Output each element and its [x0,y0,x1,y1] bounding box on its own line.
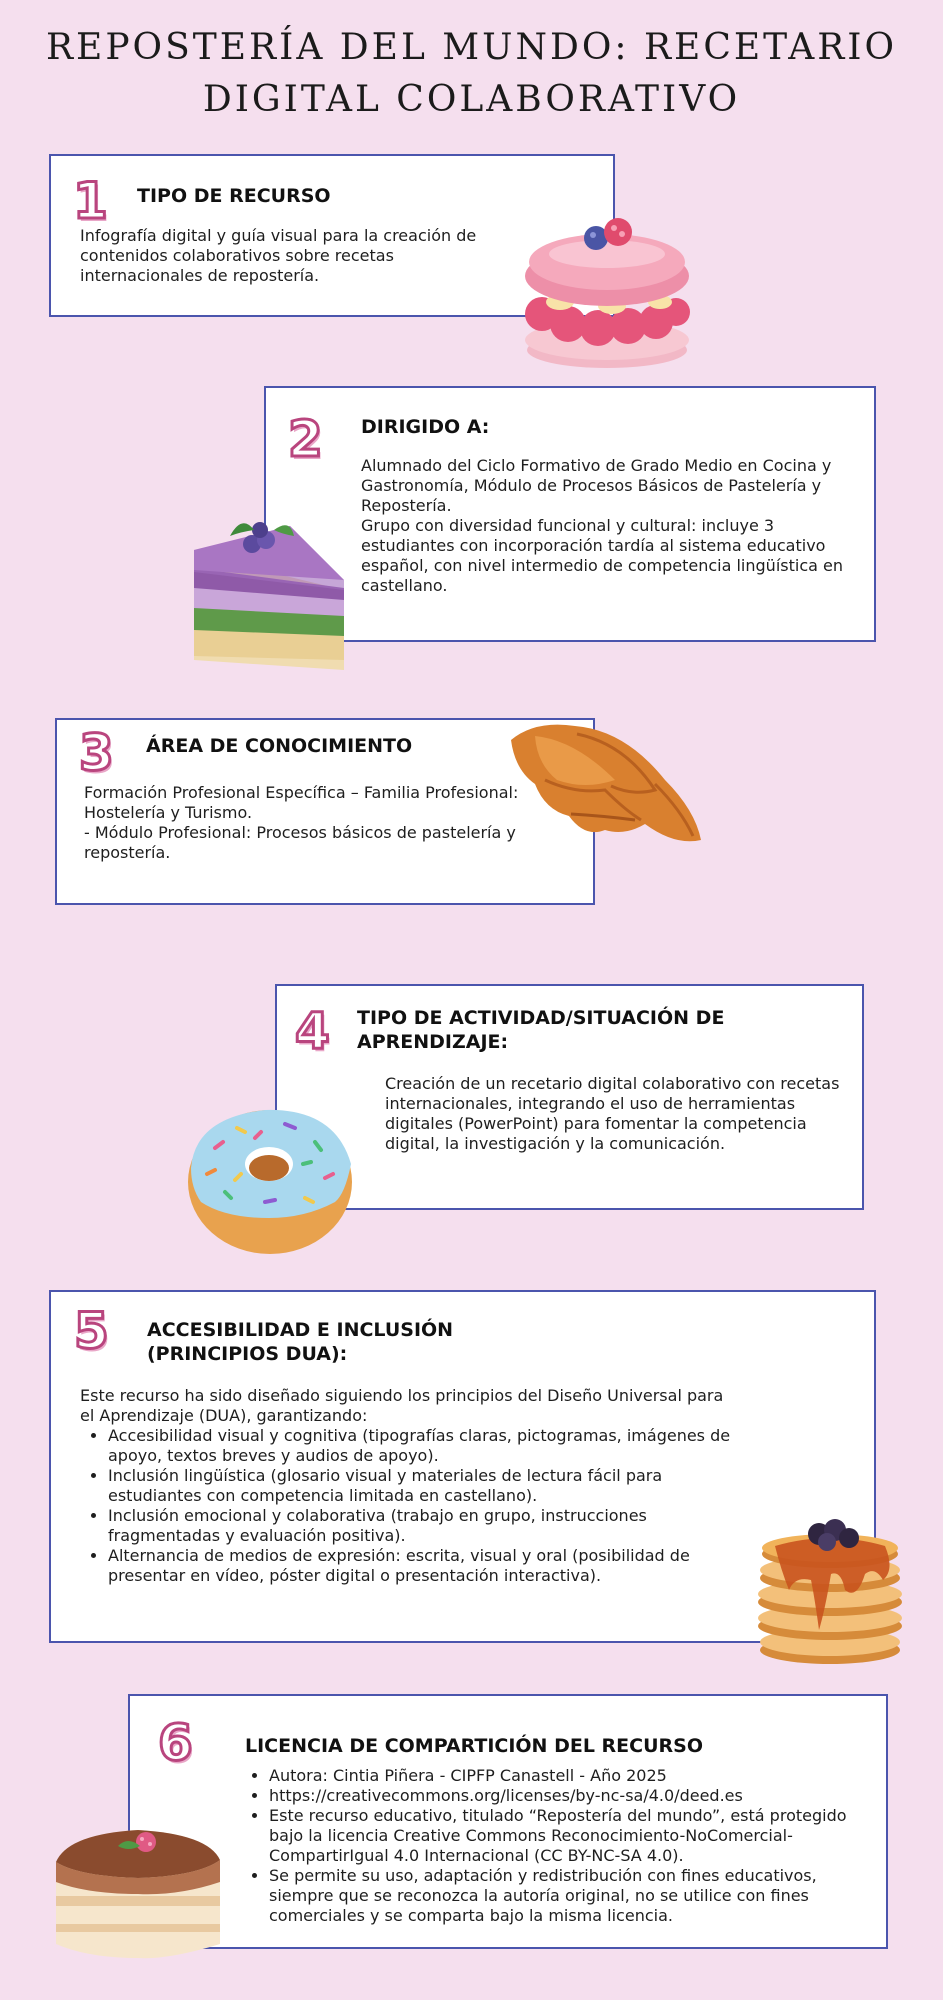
dua-bullet-3: • Inclusión emocional y colaborativa (trabajo en grupo, instrucciones fragmentadas y evaluación positiva). [108,1506,740,1546]
section-5-intro: Este recurso ha sido diseñado siguiendo los principios del Diseño Universal para el Aprendizaje (DUA), garantizando: [80,1386,724,1425]
section-6-body [241,1766,876,1926]
section-1-body [80,226,485,286]
section-2-body [361,456,856,596]
license-bullet-author: • Autora: Cintia Piñera - CIPFP Canastell - Año 2025 [269,1766,876,1786]
section-5-body [80,1386,740,1586]
section-4-card [275,984,864,1210]
section-4-heading: TIPO DE ACTIVIDAD/SITUACIÓN DE APRENDIZAJE: [357,1007,725,1053]
section-4-paragraph: Creación de un recetario digital colaborativo con recetas internacionales, integrando el uso de herramientas digitales (PowerPoint) para fomentar la competencia digital, la investigación y la comunicación. [385,1074,840,1153]
page-title: REPOSTERÍA DEL MUNDO: RECETARIO DIGITAL COLABORATIVO [45,27,898,120]
dua-bullet-4: • Alternancia de medios de expresión: escrita, visual y oral (posibilidad de presentar en vídeo, póster digital o presentación interactiva). [108,1546,740,1586]
section-number-2: 2 [288,410,323,468]
dua-bullet-2: • Inclusión lingüística (glosario visual y materiales de lectura fácil para estudiantes con competencia limitada en castellano). [108,1466,740,1506]
croissant-illustration [505,720,705,850]
section-4-body [385,1074,847,1154]
section-6-card [128,1694,888,1949]
section-number-6: 6 [158,1714,193,1772]
section-5-heading: ACCESIBILIDAD E INCLUSIÓN (PRINCIPIOS DUA): [147,1319,454,1365]
license-bullet-url: • https://creativecommons.org/licenses/by-nc-sa/4.0/deed.es [269,1786,876,1806]
donut-illustration [185,1098,355,1258]
tiramisu-illustration [48,1812,228,1962]
section-1-heading: TIPO DE RECURSO [137,185,331,207]
pancakes-illustration [745,1510,915,1670]
section-1-paragraph: Infografía digital y guía visual para la creación de contenidos colaborativos sobre recetas internacionales de repostería. [80,226,477,285]
section-6-heading: LICENCIA DE COMPARTICIÓN DEL RECURSO [245,1735,703,1757]
license-bullet-usage: • Se permite su uso, adaptación y redistribución con fines educativos, siempre que se reconozca la autoría original, no se utilice con fines comerciales y se comparta bajo la misma licencia. [269,1866,876,1926]
section-2-paragraph-1: Alumnado del Ciclo Formativo de Grado Medio en Cocina y Gastronomía, Módulo de Procesos Básicos de Pastelería y Repostería. [361,456,832,515]
license-bullet-protection: • Este recurso educativo, titulado “Repostería del mundo”, está protegido bajo la licencia Creative Commons Reconocimiento-NoComercial-CompartirIgual 4.0 Internacional (CC BY-NC-SA 4.0). [269,1806,876,1866]
section-2-heading: DIRIGIDO A: [361,416,490,438]
section-3-heading: ÁREA DE CONOCIMIENTO [146,735,413,757]
dua-bullet-1: • Accesibilidad visual y cognitiva (tipografías claras, pictogramas, imágenes de apoyo, textos breves y audios de apoyo). [108,1426,740,1466]
section-number-5: 5 [74,1302,109,1360]
section-2-card [264,386,876,642]
section-2-paragraph-2: Grupo con diversidad funcional y cultural: incluye 3 estudiantes con incorporación tardía al sistema educativo español, con nivel intermedio de competencia lingüística en castellano. [361,516,843,595]
section-3-paragraph-2: - Módulo Profesional: Procesos básicos de pastelería y repostería. [84,823,516,862]
section-number-1: 1 [73,172,108,230]
macaron-illustration [520,214,695,374]
cake-slice-illustration [190,510,350,670]
section-number-3: 3 [79,724,114,782]
section-3-paragraph-1: Formación Profesional Específica – Familia Profesional: Hostelería y Turismo. [84,783,519,822]
section-number-4: 4 [295,1002,330,1060]
